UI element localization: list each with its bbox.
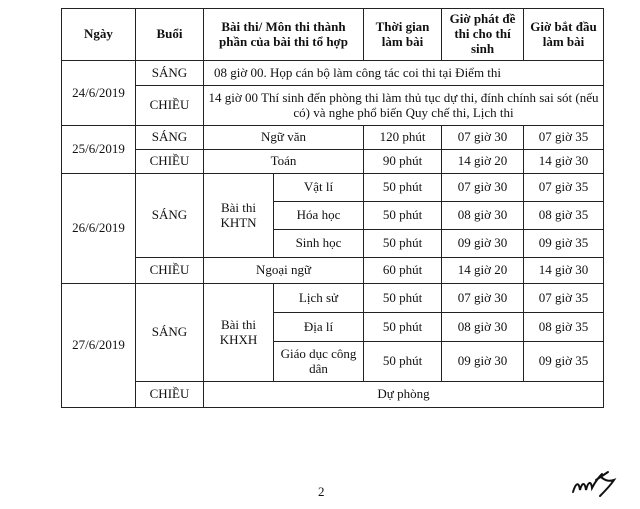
start-time-cell: 14 giờ 30	[524, 258, 604, 284]
table-row	[62, 284, 604, 313]
subject-cell: Địa lí	[274, 313, 364, 342]
col-header-session: Buổi	[136, 9, 204, 61]
reserve-cell: Dự phòng	[204, 382, 604, 408]
signature-initials-icon	[570, 468, 620, 500]
session-cell: SÁNG	[136, 126, 204, 150]
duration-cell: 50 phút	[364, 313, 442, 342]
col-header-start-time: Giờ bắt đầu làm bài	[524, 9, 604, 61]
duration-cell: 120 phút	[364, 126, 442, 150]
subject-cell: Vật lí	[274, 174, 364, 202]
group-cell: Bài thi KHXH	[204, 284, 274, 382]
subject-cell: Toán	[204, 150, 364, 174]
duration-cell: 90 phút	[364, 150, 442, 174]
start-time-cell: 09 giờ 35	[524, 230, 604, 258]
duration-cell: 50 phút	[364, 284, 442, 313]
session-cell: SÁNG	[136, 284, 204, 382]
start-time-cell: 07 giờ 35	[524, 126, 604, 150]
date-cell: 27/6/2019	[62, 284, 136, 408]
date-cell: 26/6/2019	[62, 174, 136, 284]
subject-cell: Lịch sử	[274, 284, 364, 313]
table-row	[62, 258, 604, 284]
exam-schedule-table	[61, 8, 604, 408]
handout-time-cell: 07 giờ 30	[442, 126, 524, 150]
duration-cell: 50 phút	[364, 174, 442, 202]
handout-time-cell: 08 giờ 30	[442, 202, 524, 230]
table-row	[62, 150, 604, 174]
session-cell: SÁNG	[136, 61, 204, 86]
duration-cell: 50 phút	[364, 202, 442, 230]
start-time-cell: 09 giờ 35	[524, 342, 604, 382]
handout-time-cell: 14 giờ 20	[442, 258, 524, 284]
subject-cell: Hóa học	[274, 202, 364, 230]
start-time-cell: 07 giờ 35	[524, 284, 604, 313]
note-cell: 08 giờ 00. Họp cán bộ làm công tác coi thi tại Điểm thi	[204, 61, 604, 86]
session-cell: CHIỀU	[136, 382, 204, 408]
subject-cell: Ngoại ngữ	[204, 258, 364, 284]
col-header-handout-time: Giờ phát đề thi cho thí sinh	[442, 9, 524, 61]
header-row	[62, 9, 604, 61]
handout-time-cell: 08 giờ 30	[442, 313, 524, 342]
note-cell: 14 giờ 00 Thí sinh đến phòng thi làm thủ tục dự thi, đính chính sai sót (nếu có) và nghe phổ biến Quy chế thi, Lịch thi	[204, 86, 604, 126]
start-time-cell: 07 giờ 35	[524, 174, 604, 202]
session-cell: CHIỀU	[136, 86, 204, 126]
session-cell: CHIỀU	[136, 258, 204, 284]
session-cell: SÁNG	[136, 174, 204, 258]
start-time-cell: 08 giờ 35	[524, 313, 604, 342]
date-cell: 24/6/2019	[62, 61, 136, 126]
duration-cell: 50 phút	[364, 230, 442, 258]
table-row	[62, 86, 604, 126]
subject-cell: Sinh học	[274, 230, 364, 258]
handout-time-cell: 07 giờ 30	[442, 174, 524, 202]
handout-time-cell: 09 giờ 30	[442, 342, 524, 382]
table-row	[62, 382, 604, 408]
subject-cell: Ngữ văn	[204, 126, 364, 150]
date-cell: 25/6/2019	[62, 126, 136, 174]
start-time-cell: 08 giờ 35	[524, 202, 604, 230]
table-row	[62, 126, 604, 150]
duration-cell: 60 phút	[364, 258, 442, 284]
table-row	[62, 174, 604, 202]
col-header-duration: Thời gian làm bài	[364, 9, 442, 61]
handout-time-cell: 14 giờ 20	[442, 150, 524, 174]
col-header-day: Ngày	[62, 9, 136, 61]
session-cell: CHIỀU	[136, 150, 204, 174]
col-header-subject: Bài thi/ Môn thi thành phần của bài thi tổ hợp	[204, 9, 364, 61]
handout-time-cell: 09 giờ 30	[442, 230, 524, 258]
group-cell: Bài thi KHTN	[204, 174, 274, 258]
start-time-cell: 14 giờ 30	[524, 150, 604, 174]
table-row	[62, 61, 604, 86]
subject-cell: Giáo dục công dân	[274, 342, 364, 382]
page-number: 2	[318, 484, 325, 499]
handout-time-cell: 07 giờ 30	[442, 284, 524, 313]
duration-cell: 50 phút	[364, 342, 442, 382]
